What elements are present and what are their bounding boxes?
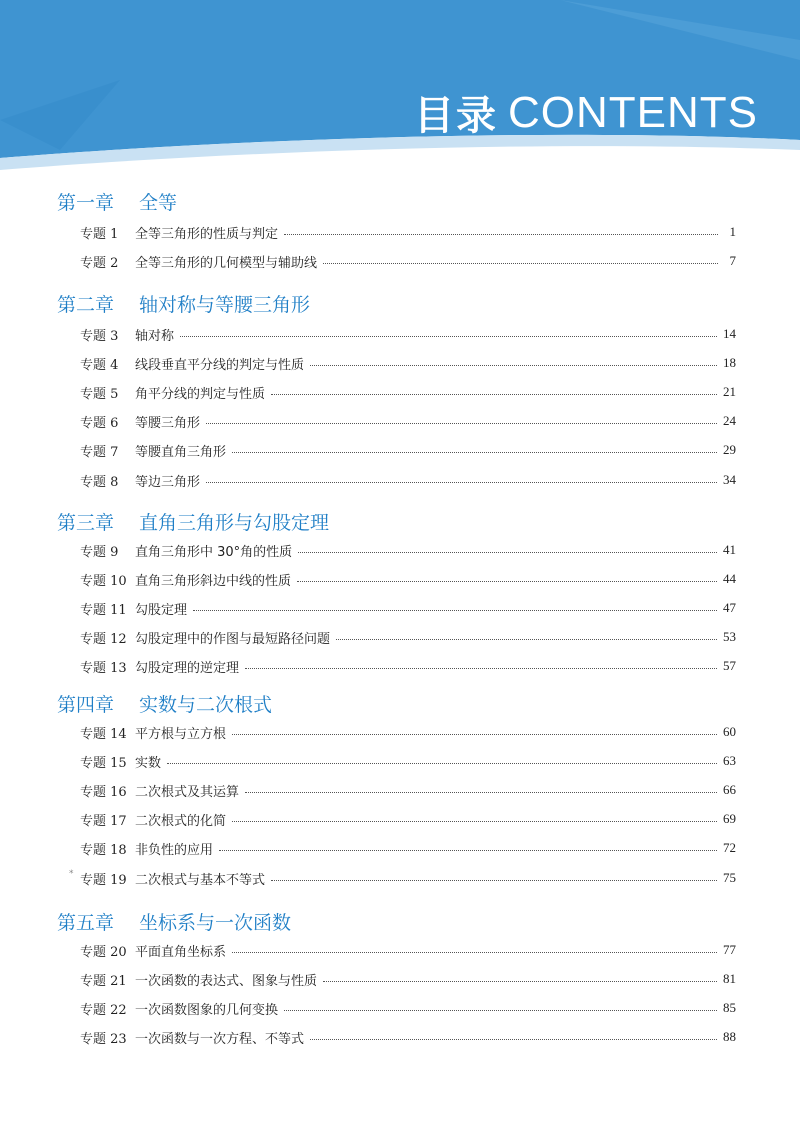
topic-label: 专题 13 — [80, 660, 127, 676]
topic-title: 二次根式及其运算 — [135, 784, 240, 800]
chapter-heading — [57, 908, 291, 935]
toc-item[interactable] — [80, 751, 736, 771]
toc-item[interactable] — [80, 998, 736, 1018]
topic-title: 勾股定理 — [135, 602, 188, 618]
toc-item[interactable] — [80, 353, 736, 373]
topic-title: 等腰直角三角形 — [135, 444, 227, 460]
topic-label: 专题 10 — [80, 573, 127, 589]
dot-leader — [323, 263, 718, 264]
page-number: 47 — [723, 600, 736, 615]
topic-label: 专题 6 — [80, 415, 119, 431]
topic-title: 实数 — [135, 755, 162, 771]
chapter-heading — [57, 188, 177, 215]
page-number: 81 — [723, 971, 736, 986]
page-number: 21 — [723, 384, 736, 399]
dot-leader — [271, 394, 717, 395]
topic-label: 专题 1 — [80, 226, 119, 242]
topic-title: 一次函数与一次方程、不等式 — [135, 1031, 305, 1047]
topic-title: 等边三角形 — [135, 474, 201, 490]
page-number: 88 — [723, 1029, 736, 1044]
page-number: 7 — [729, 253, 736, 268]
page-number: 14 — [723, 326, 736, 341]
page-number: 57 — [723, 658, 736, 673]
title-english: CONTENTS — [508, 87, 758, 137]
topic-title: 直角三角形斜边中线的性质 — [135, 573, 292, 589]
topic-label: 专题 2 — [80, 255, 119, 271]
page-number: 77 — [723, 942, 736, 957]
chapter-heading — [57, 690, 272, 717]
topic-title: 二次根式的化简 — [135, 813, 227, 829]
topic-label: 专题 19 — [80, 872, 127, 888]
title-chinese: 目录 — [414, 93, 498, 139]
topic-label: 专题 15 — [80, 755, 127, 771]
dot-leader — [271, 880, 717, 881]
page-number: 1 — [729, 224, 736, 239]
topic-title: 勾股定理的逆定理 — [135, 660, 240, 676]
topic-title: 等腰三角形 — [135, 415, 201, 431]
topic-label: 专题 21 — [80, 973, 127, 989]
topic-title: 一次函数图象的几何变换 — [135, 1002, 279, 1018]
topic-title: 直角三角形中 30°角的性质 — [135, 544, 293, 560]
dot-leader — [310, 365, 717, 366]
dot-leader — [193, 610, 717, 611]
dot-leader — [297, 581, 717, 582]
toc-item[interactable] — [80, 440, 736, 460]
dot-leader — [232, 452, 717, 453]
toc-item[interactable] — [80, 780, 736, 800]
dot-leader — [323, 981, 717, 982]
chapter-heading — [57, 290, 310, 317]
toc-item[interactable] — [80, 1027, 736, 1047]
toc-item[interactable] — [80, 222, 736, 242]
topic-label: 专题 7 — [80, 444, 119, 460]
page-number: 24 — [723, 413, 736, 428]
optional-marker: * — [69, 869, 74, 879]
chapter-number: 第四章 — [57, 694, 115, 716]
dot-leader — [219, 850, 717, 851]
topic-label: 专题 16 — [80, 784, 127, 800]
toc-item[interactable] — [80, 411, 736, 431]
dot-leader — [284, 1010, 717, 1011]
page-number: 29 — [723, 442, 736, 457]
page-number: 85 — [723, 1000, 736, 1015]
chapter-number: 第一章 — [57, 192, 115, 214]
dot-leader — [245, 792, 717, 793]
toc-item[interactable] — [80, 838, 736, 858]
chapter-heading — [57, 508, 329, 535]
page-number: 69 — [723, 811, 736, 826]
topic-label: 专题 3 — [80, 328, 119, 344]
chapter-title: 直角三角形与勾股定理 — [139, 512, 330, 534]
topic-label: 专题 17 — [80, 813, 127, 829]
topic-label: 专题 20 — [80, 944, 127, 960]
page-number: 63 — [723, 753, 736, 768]
dot-leader — [167, 763, 717, 764]
topic-title: 平方根与立方根 — [135, 726, 227, 742]
page-number: 60 — [723, 724, 736, 739]
topic-title: 二次根式与基本不等式 — [135, 872, 266, 888]
toc-item[interactable] — [80, 656, 736, 676]
toc-item[interactable] — [80, 722, 736, 742]
chapter-title: 全等 — [139, 192, 178, 214]
topic-label: 专题 4 — [80, 357, 119, 373]
toc-item[interactable] — [80, 324, 736, 344]
topic-label: 专题 5 — [80, 386, 119, 402]
dot-leader — [206, 482, 717, 483]
topic-title: 非负性的应用 — [135, 842, 214, 858]
toc-item[interactable] — [80, 940, 736, 960]
topic-title: 角平分线的判定与性质 — [135, 386, 266, 402]
dot-leader — [310, 1039, 717, 1040]
page-number: 44 — [723, 571, 736, 586]
toc-item[interactable] — [80, 382, 736, 402]
topic-label: 专题 14 — [80, 726, 127, 742]
topic-title: 平面直角坐标系 — [135, 944, 227, 960]
chapter-title: 坐标系与一次函数 — [139, 912, 292, 934]
topic-label: 专题 8 — [80, 474, 119, 490]
topic-title: 一次函数的表达式、图象与性质 — [135, 973, 318, 989]
toc-item[interactable] — [80, 969, 736, 989]
toc-item[interactable] — [80, 809, 736, 829]
chapter-number: 第五章 — [57, 912, 115, 934]
toc-item[interactable] — [80, 470, 736, 490]
topic-label: 专题 18 — [80, 842, 127, 858]
dot-leader — [232, 952, 717, 953]
page-number: 34 — [723, 472, 736, 487]
topic-label: 专题 23 — [80, 1031, 127, 1047]
dot-leader — [206, 423, 717, 424]
toc-item[interactable] — [80, 598, 736, 618]
chapter-number: 第三章 — [57, 512, 115, 534]
toc-item[interactable] — [80, 868, 736, 888]
toc-item[interactable] — [80, 251, 736, 271]
topic-label: 专题 22 — [80, 1002, 127, 1018]
topic-title: 轴对称 — [135, 328, 175, 344]
chapter-number: 第二章 — [57, 294, 115, 316]
page-number: 72 — [723, 840, 736, 855]
dot-leader — [245, 668, 717, 669]
topic-title: 勾股定理中的作图与最短路径问题 — [135, 631, 331, 647]
dot-leader — [180, 336, 717, 337]
dot-leader — [284, 234, 718, 235]
dot-leader — [298, 552, 717, 553]
page-number: 75 — [723, 870, 736, 885]
topic-title: 全等三角形的几何模型与辅助线 — [135, 255, 318, 271]
dot-leader — [336, 639, 717, 640]
topic-title: 线段垂直平分线的判定与性质 — [135, 357, 305, 373]
chapter-title: 实数与二次根式 — [139, 694, 273, 716]
header-banner — [0, 0, 800, 170]
toc-item[interactable] — [80, 540, 736, 560]
page-title — [414, 84, 758, 141]
toc-item[interactable] — [80, 569, 736, 589]
topic-label: 专题 12 — [80, 631, 127, 647]
topic-label: 专题 11 — [80, 602, 127, 618]
page-number: 18 — [723, 355, 736, 370]
toc-item[interactable] — [80, 627, 736, 647]
dot-leader — [232, 734, 717, 735]
page-number: 66 — [723, 782, 736, 797]
chapter-title: 轴对称与等腰三角形 — [139, 294, 311, 316]
topic-label: 专题 9 — [80, 544, 119, 560]
page-number: 41 — [723, 542, 736, 557]
dot-leader — [232, 821, 717, 822]
page-number: 53 — [723, 629, 736, 644]
topic-title: 全等三角形的性质与判定 — [135, 226, 279, 242]
